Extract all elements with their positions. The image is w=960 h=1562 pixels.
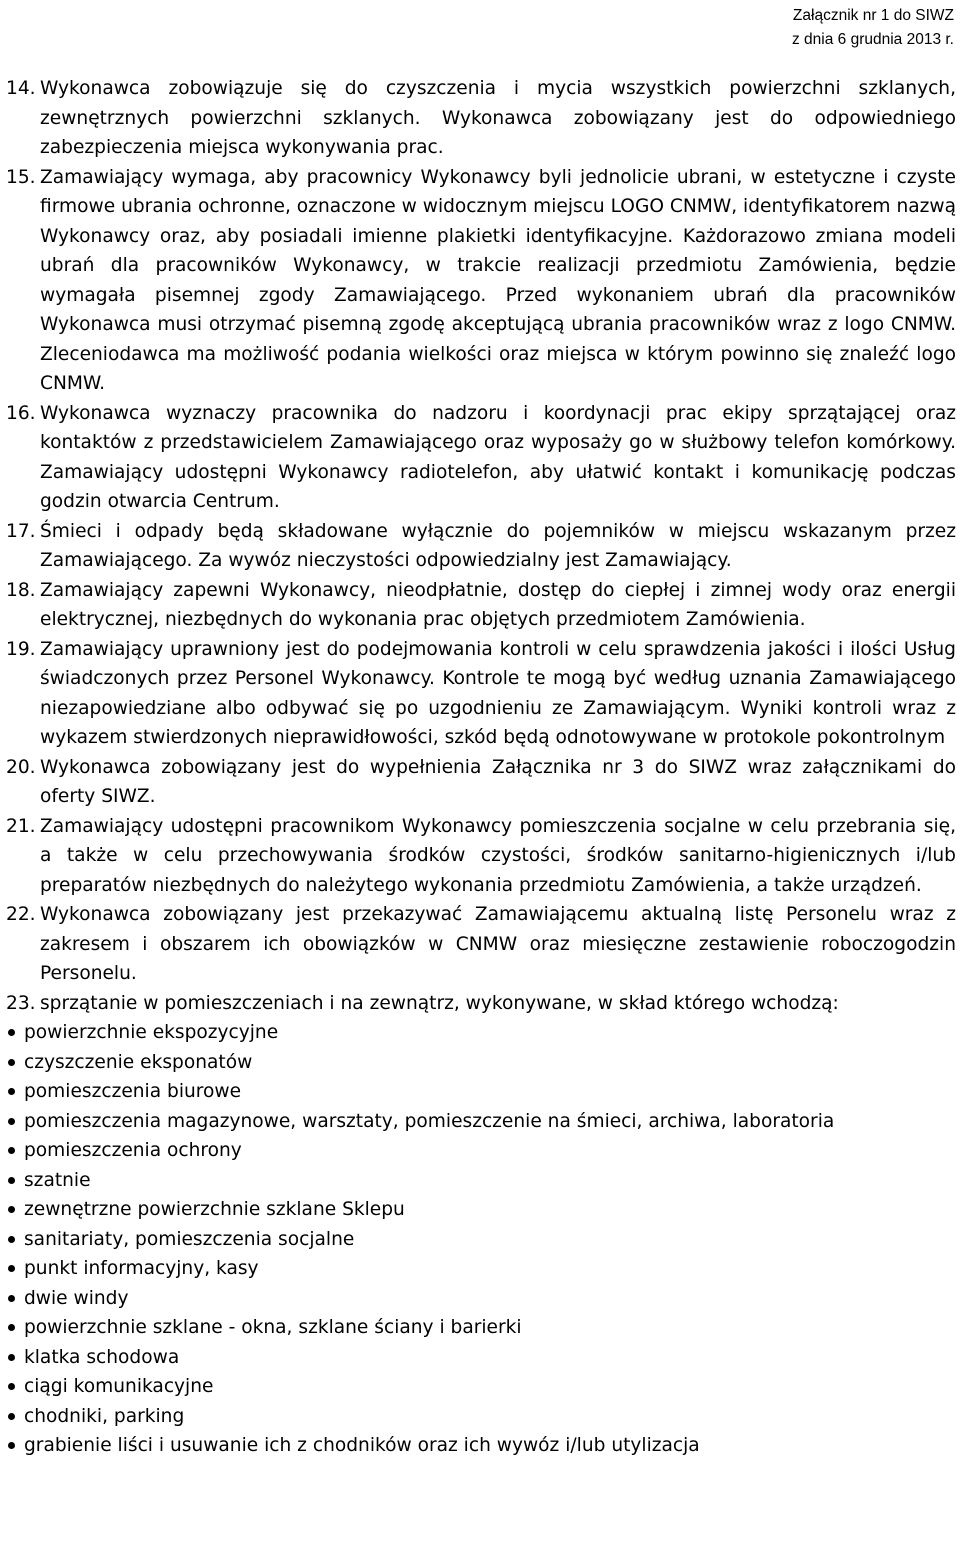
item-number: 16. [6, 402, 36, 424]
list-item-22 [6, 900, 956, 989]
bullet-text: powierzchnie szklane - okna, szklane ściany i barierki [24, 1317, 522, 1338]
item-text: Wykonawca zobowiązany jest do wypełnienia Załącznika nr 3 do SIWZ wraz załącznikami do oferty SIWZ. [40, 756, 956, 807]
list-item-14 [6, 74, 956, 163]
bullet-dot-icon [6, 1372, 24, 1402]
header-attachment-line: Załącznik nr 1 do SIWZ [792, 7, 954, 24]
bullet-item [6, 1018, 956, 1048]
bullet-text: punkt informacyjny, kasy [24, 1258, 259, 1279]
bullet-dot-icon [6, 1431, 24, 1461]
bullet-text: czyszczenie eksponatów [24, 1051, 253, 1073]
bullet-item [6, 1343, 956, 1373]
item-text: Wykonawca zobowiązany jest przekazywać Zamawiającemu aktualną listę Personelu wraz z zakresem i obszarem ich obowiązków w CNMW oraz miesięczne zestawienie roboczogodzin Personelu. [40, 904, 956, 984]
bullet-dot-icon [6, 1195, 24, 1225]
bullet-dot-icon [6, 1107, 24, 1137]
bullet-text: szatnie [24, 1169, 91, 1191]
bullet-item [6, 1107, 956, 1137]
bullet-dot-icon [6, 1284, 24, 1314]
bullet-dot-icon [6, 1225, 24, 1255]
item-text: Zamawiający uprawniony jest do podejmowania kontroli w celu sprawdzenia jakości i ilości Usług świadczonych przez Personel Wykonawcy. Kontrole te mogą być według uznania Zamawiającego niezapowiedziane albo odbywać się po uzgodnieniu ze Zamawiającym. Wyniki kontroli wraz z wykazem stwierdzonych nieprawidłowości, szkód będą odnotowywane w protokole pokontrolnym [40, 638, 956, 748]
bullet-text: pomieszczenia biurowe [24, 1081, 242, 1102]
header-date-line: z dnia 6 grudnia 2013 r. [791, 31, 954, 48]
bullet-text: powierzchnie ekspozycyjne [24, 1022, 279, 1043]
item-number: 17. [6, 520, 36, 542]
bullet-text: sanitariaty, pomieszczenia socjalne [24, 1228, 355, 1250]
bullet-dot-icon [6, 1018, 24, 1048]
bullet-dot-icon [6, 1166, 24, 1196]
bullet-dot-icon [6, 1402, 24, 1432]
item-text: sprzątanie w pomieszczeniach i na zewnątrz, wykonywane, w skład którego wchodzą: [40, 992, 839, 1014]
item-number: 22. [6, 904, 36, 925]
item-number: 18. [6, 579, 36, 601]
bullet-item [6, 1077, 956, 1107]
bullet-item [6, 1431, 956, 1461]
bullet-item [6, 1372, 956, 1402]
bullet-text: ciągi komunikacyjne [24, 1376, 214, 1397]
item-number: 21. [6, 815, 36, 837]
bullet-item [6, 1254, 956, 1284]
bullet-item [6, 1136, 956, 1166]
bullet-item [6, 1402, 956, 1432]
item-text: Wykonawca zobowiązuje się do czyszczenia i mycia wszystkich powierzchni szklanych, zewnętrznych powierzchni szklanych. Wykonawca zobowiązany jest do odpowiedniego zabezpieczenia miejsca wykonywania prac. [40, 78, 956, 158]
bullet-text: klatka schodowa [24, 1346, 180, 1368]
bullet-item [6, 1225, 956, 1255]
page-header [792, 4, 954, 52]
document-body [6, 74, 956, 1461]
bullet-item [6, 1284, 956, 1314]
item-number: 20. [6, 756, 36, 778]
bullet-item [6, 1195, 956, 1225]
bullet-text: dwie windy [24, 1287, 129, 1309]
bullet-dot-icon [6, 1313, 24, 1343]
list-item-21 [6, 812, 956, 901]
bullet-item [6, 1048, 956, 1078]
bullet-dot-icon [6, 1343, 24, 1373]
list-item-23 [6, 989, 956, 1019]
list-item-15 [6, 163, 956, 399]
list-item-16 [6, 399, 956, 517]
list-item-18 [6, 576, 956, 635]
bullet-text: grabienie liści i usuwanie ich z chodników oraz ich wywóz i/lub utylizacja [24, 1435, 700, 1456]
bullet-text: chodniki, parking [24, 1405, 185, 1427]
list-item-17 [6, 517, 956, 576]
bullet-text: zewnętrzne powierzchnie szklane Sklepu [24, 1199, 405, 1220]
bullet-text: pomieszczenia ochrony [24, 1140, 242, 1161]
item-number: 23. [6, 992, 36, 1014]
item-text: Zamawiający zapewni Wykonawcy, nieodpłatnie, dostęp do ciepłej i zimnej wody oraz energii elektrycznej, niezbędnych do wykonania prac objętych przedmiotem Zamówienia. [40, 579, 956, 630]
item-text: Wykonawca wyznaczy pracownika do nadzoru i koordynacji prac ekipy sprzątającej oraz kontaktów z przedstawicielem Zamawiającego oraz wyposaży go w służbowy telefon komórkowy. Zamawiający udostępni Wykonawcy radiotelefon, aby ułatwić kontakt i komunikację podczas godzin otwarcia Centrum. [40, 402, 956, 512]
bullet-dot-icon [6, 1048, 24, 1078]
bullet-text: pomieszczenia magazynowe, warsztaty, pomieszczenie na śmieci, archiwa, laboratoria [24, 1110, 835, 1132]
item-number: 19. [6, 638, 36, 660]
item-text: Zamawiający wymaga, aby pracownicy Wykonawcy byli jednolicie ubrani, w estetyczne i czyste firmowe ubrania ochronne, oznaczone w widocznym miejscu LOGO CNMW, identyfikatorem nazwą Wykonawcy oraz, aby posiadali imienne plakietki identyfikacyjne. Każdorazowo zmiana modeli ubrań dla pracowników Wykonawcy, w trakcie realizacji przedmiotu Zamówienia, będzie wymagała pisemnej zgody Zamawiającego. Przed wykonaniem ubrań dla pracowników Wykonawca musi otrzymać pisemną zgodę akceptującą ubrania pracowników wraz z logo CNMW. Zleceniodawca ma możliwość podania wielkości oraz miejsca w którym powinno się znaleźć logo CNMW. [40, 166, 956, 394]
bullet-item [6, 1166, 956, 1196]
bullet-dot-icon [6, 1254, 24, 1284]
list-item-19 [6, 635, 956, 753]
item-text: Zamawiający udostępni pracownikom Wykonawcy pomieszczenia socjalne w celu przebrania się, a także w celu przechowywania środków czystości, środków sanitarno-higienicznych i/lub preparatów niezbędnych do należytego wykonania przedmiotu Zamówienia, a także urządzeń. [40, 815, 956, 896]
bullet-item [6, 1313, 956, 1343]
item-number: 15. [6, 166, 36, 188]
bullet-dot-icon [6, 1136, 24, 1166]
list-item-20 [6, 753, 956, 812]
scope-bullet-list [6, 1018, 956, 1461]
item-number: 14. [6, 78, 36, 99]
item-text: Śmieci i odpady będą składowane wyłącznie do pojemników w miejscu wskazanym przez Zamawiającego. Za wywóz nieczystości odpowiedzialny jest Zamawiający. [40, 520, 956, 571]
bullet-dot-icon [6, 1077, 24, 1107]
